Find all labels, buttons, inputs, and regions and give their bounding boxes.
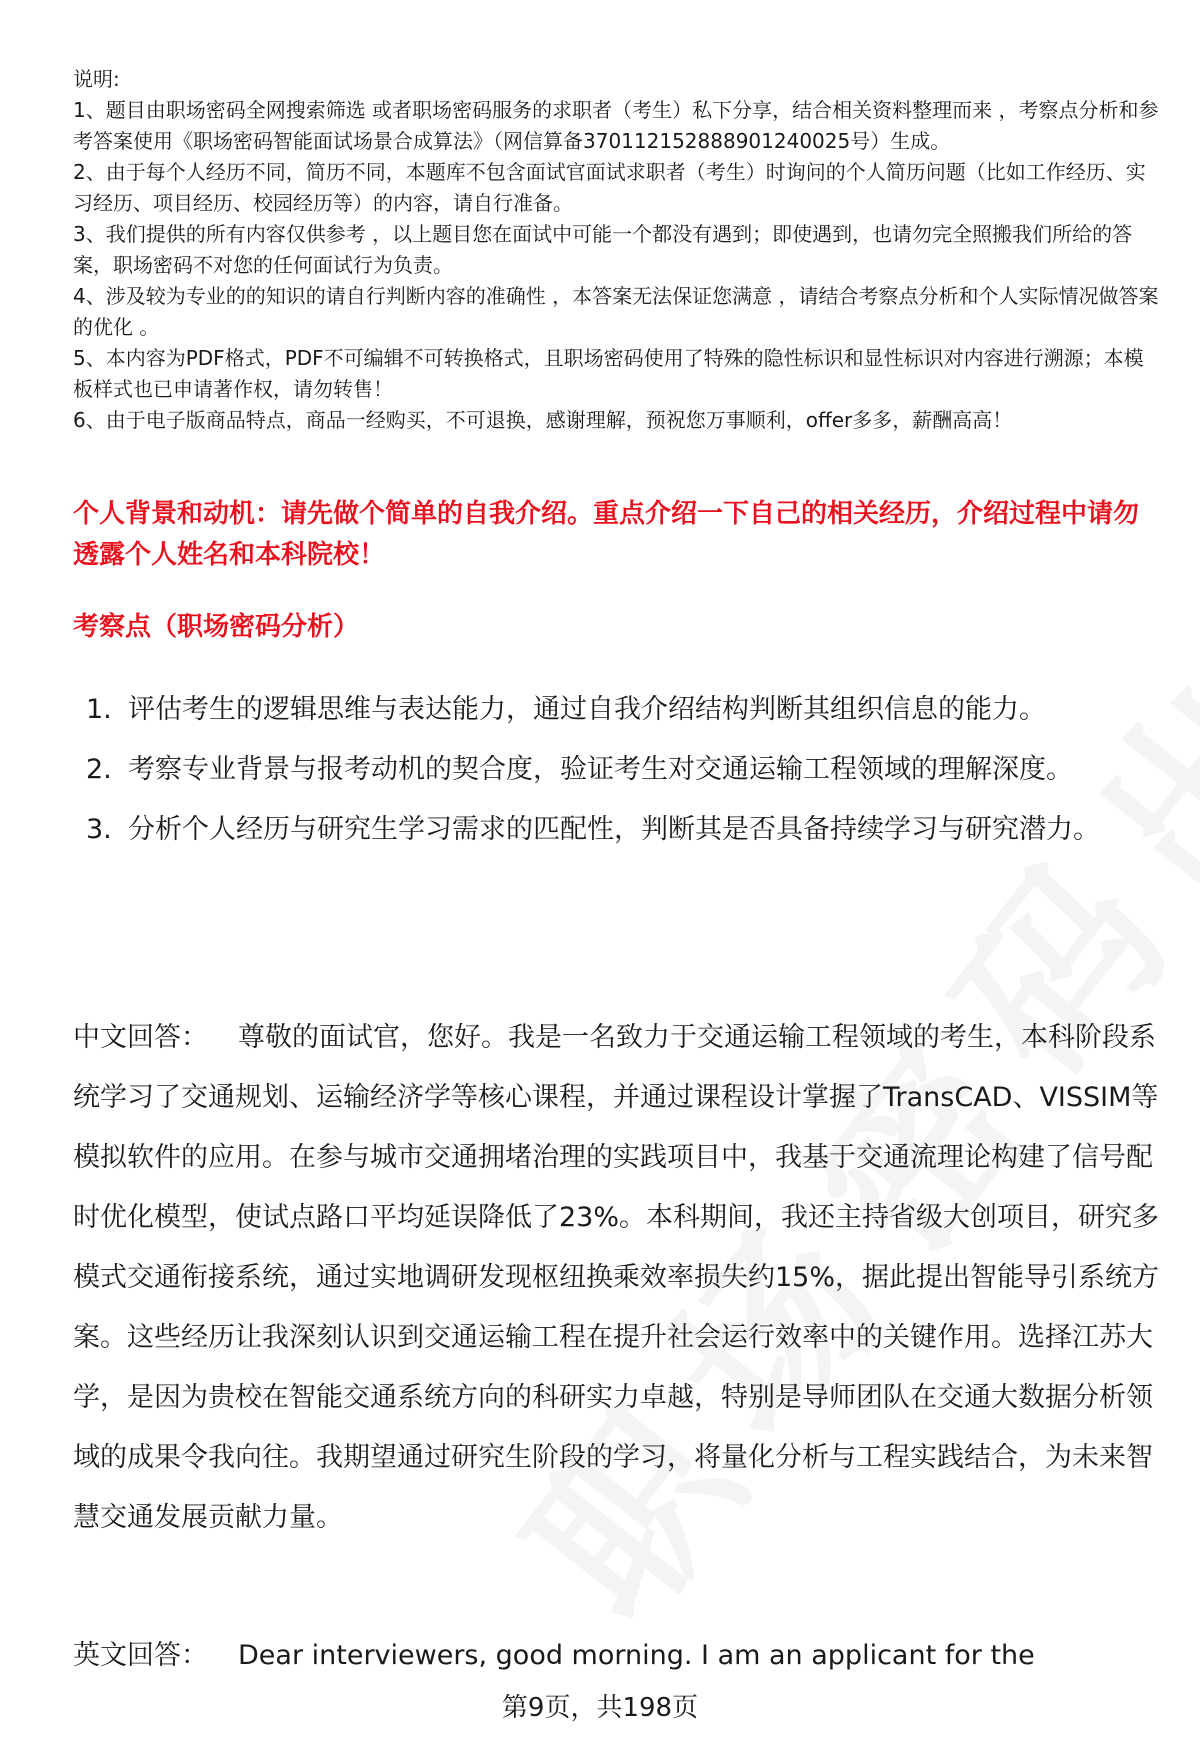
answer-english-text: Dear interviewers, good morning. I am an applicant for the: [238, 1640, 1035, 1671]
notes-item: 4、涉及较为专业的的知识的请自行判断内容的准确性 ，本答案无法保证您满意 ，请结合考察点分析和个人实际情况做答案的优化 。: [73, 284, 1159, 339]
analysis-point: [80, 740, 1150, 800]
analysis-point-text: 分析个人经历与研究生学习需求的匹配性，判断其是否具备持续学习与研究潜力。: [128, 814, 1100, 845]
analysis-title: 考察点（职场密码分析）: [73, 612, 360, 642]
notes-item: 1、题目由职场密码全网搜索筛选 或者职场密码服务的求职者（考生）私下分享，结合相关资料整理而来 ，考察点分析和参考答案使用《职场密码智能面试场景合成算法》（网信算备370112152888901240025号）生成。: [73, 98, 1159, 153]
page-number: 第9页，共198页: [501, 1693, 699, 1723]
analysis-point-number: 1.: [86, 694, 112, 725]
notes-section: [73, 64, 1163, 436]
notes-item: 6、由于电子版商品特点，商品一经购买，不可退换，感谢理解，预祝您万事顺利，offer多多，薪酬高高！: [73, 408, 1013, 432]
analysis-point-text: 考察专业背景与报考动机的契合度，验证考生对交通运输工程领域的理解深度。: [128, 754, 1073, 785]
analysis-point-text: 评估考生的逻辑思维与表达能力，通过自我介绍结构判断其组织信息的能力。: [128, 694, 1046, 725]
notes-item: 2、由于每个人经历不同，简历不同，本题库不包含面试官面试求职者（考生）时询问的个人简历问题（比如工作经历、实习经历、项目经历、校园经历等）的内容，请自行准备。: [73, 160, 1146, 215]
analysis-point: [80, 800, 1150, 860]
analysis-points-list: [80, 680, 1150, 860]
answer-chinese-label: 中文回答：: [73, 1022, 208, 1053]
answer-english: [73, 1626, 1163, 1686]
page-footer: [0, 1690, 1200, 1726]
notes-item: 3、我们提供的所有内容仅供参考 ，以上题目您在面试中可能一个都没有遇到；即使遇到，也请勿完全照搬我们所给的答案，职场密码不对您的任何面试行为负责。: [73, 222, 1133, 277]
notes-item: 5、本内容为PDF格式，PDF不可编辑不可转换格式，且职场密码使用了特殊的隐性标识和显性标识对内容进行溯源；本模板样式也已申请著作权，请勿转售！: [73, 346, 1144, 401]
answer-chinese: [73, 1008, 1163, 1548]
analysis-point-number: 3.: [86, 814, 112, 845]
analysis-point: [80, 680, 1150, 740]
question-heading: 个人背景和动机：请先做个简单的自我介绍。重点介绍一下自己的相关经历，介绍过程中请勿透露个人姓名和本科院校！: [73, 499, 1140, 570]
notes-title: 说明:: [73, 67, 120, 91]
answer-english-label: 英文回答：: [73, 1640, 208, 1671]
analysis-point-number: 2.: [86, 754, 112, 785]
answer-chinese-text: 尊敬的面试官，您好。我是一名致力于交通运输工程领域的考生，本科阶段系统学习了交通规划、运输经济学等核心课程，并通过课程设计掌握了TransCAD、VISSIM等模拟软件的应用。在参与城市交通拥堵治理的实践项目中，我基于交通流理论构建了信号配时优化模型，使试点路口平均延误降低了23%。本科期间，我还主持省级大创项目，研究多模式交通衔接系统，通过实地调研发现枢纽换乘效率损失约15%，据此提出智能导引系统方案。这些经历让我深刻认识到交通运输工程在提升社会运行效率中的关键作用。选择江苏大学，是因为贵校在智能交通系统方向的科研实力卓越，特别是导师团队在交通大数据分析领域的成果令我向往。我期望通过研究生阶段的学习，将量化分析与工程实践结合，为未来智慧交通发展贡献力量。: [73, 1022, 1160, 1533]
